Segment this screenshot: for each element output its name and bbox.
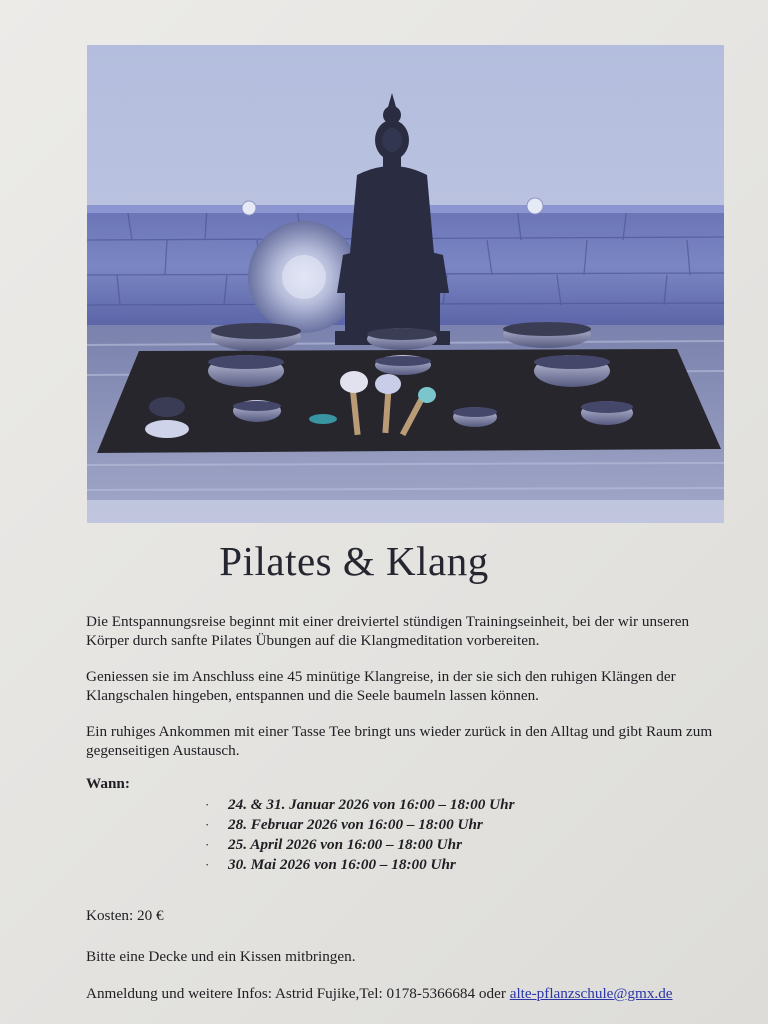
- bring-items-text: Bitte eine Decke und ein Kissen mitbringen.: [86, 948, 356, 965]
- date-item: [205, 855, 514, 875]
- intro-paragraph: Die Entspannungsreise beginnt mit einer dreiviertel stündigen Trainingseinheit, bei der wir unseren Körper durch sanfte Pilates Übungen auf die Klangmeditation vorbereiten.: [86, 613, 690, 649]
- klangreise-paragraph: Geniessen sie im Anschluss eine 45 minütige Klangreise, in der sie sich den ruhigen Klängen der Klangschalen hingeben, entspannen und die Seele baumeln lassen können.: [86, 668, 676, 704]
- bullet-icon: ·: [205, 857, 210, 872]
- date-text: 30. Mai 2026 von 16:00 – 18:00 Uhr: [228, 856, 456, 873]
- email-link[interactable]: alte-pflanzschule@gmx.de: [509, 985, 673, 1002]
- tea-paragraph: Ein ruhiges Ankommen mit einer Tasse Tee bringt uns wieder zurück in den Alltag und gibt Raum zum gegenseitigen Austausch.: [86, 723, 713, 759]
- buddha-singing-bowls-photo: [87, 45, 724, 523]
- date-list: [205, 795, 514, 875]
- date-text: 24. & 31. Januar 2026 von 16:00 – 18:00 Uhr: [228, 796, 515, 813]
- date-item: [205, 815, 514, 835]
- contact-line: [86, 985, 673, 1003]
- date-item: [205, 835, 514, 855]
- bullet-icon: ·: [205, 817, 210, 832]
- price-text: Kosten: 20 €: [86, 907, 164, 924]
- contact-text: Anmeldung und weitere Infos: Astrid Fujike,Tel: 0178-5366684 oder: [86, 985, 510, 1002]
- date-text: 28. Februar 2026 von 16:00 – 18:00 Uhr: [228, 816, 483, 833]
- date-item: [205, 795, 514, 815]
- wann-heading: Wann:: [86, 775, 130, 792]
- bullet-icon: ·: [205, 797, 210, 812]
- page-title: Pilates & Klang: [219, 538, 489, 584]
- date-text: 25. April 2026 von 16:00 – 18:00 Uhr: [228, 836, 463, 853]
- bullet-icon: ·: [205, 837, 210, 852]
